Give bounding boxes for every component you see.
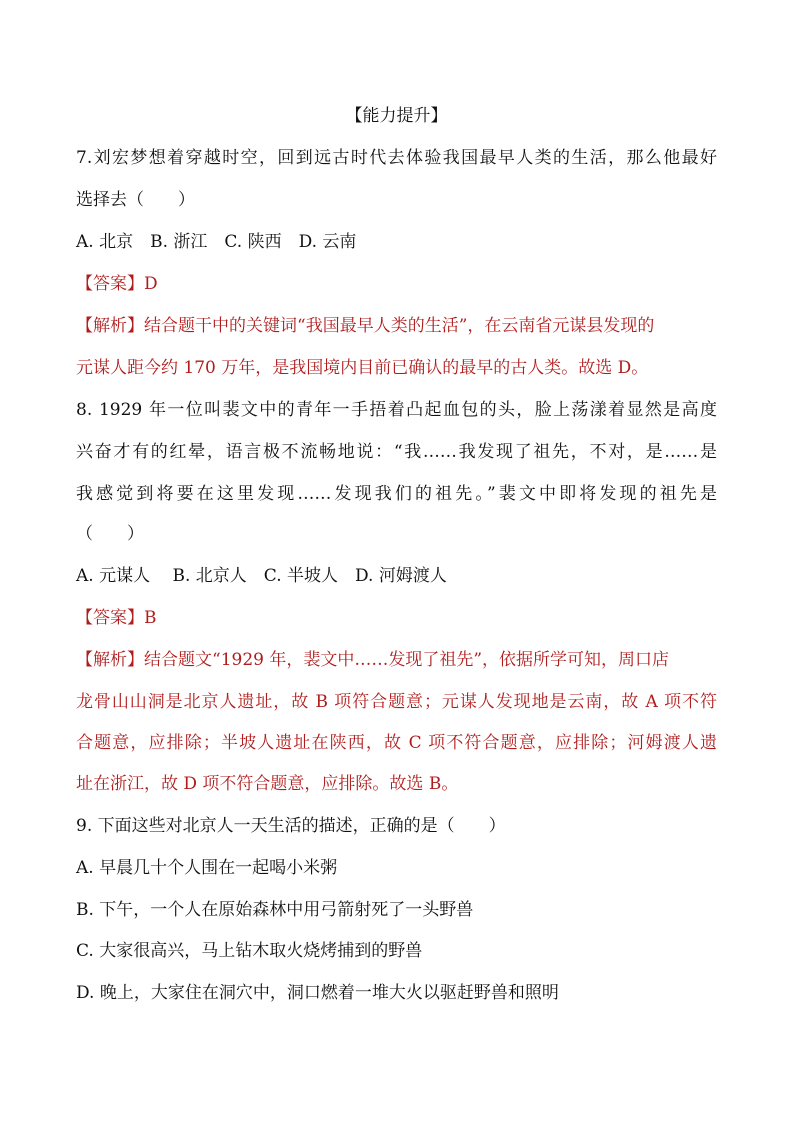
section-title: 【能力提升】 [345,106,448,126]
q9-option-d: D. 晚上，大家住在洞穴中，洞口燃着一堆大火以驱赶野兽和照明 [76,983,559,1003]
q8-analysis-line-3: 合题意，应排除；半坡人遗址在陕西，故 C 项不符合题意，应排除；河姆渡人遗 [76,733,717,753]
q8-analysis-line-2: 龙骨山山洞是北京人遗址，故 B 项符合题意；元谋人发现地是云南，故 A 项不符 [76,692,717,712]
q8-stem-line-4: （ ） [76,524,144,544]
q9-stem: 9. 下面这些对北京人一天生活的描述，正确的是（ ） [76,816,506,836]
q7-analysis-line-1 [76,314,717,338]
q7-analysis-tag: 【解析】 [76,316,144,336]
q7-options: A. 北京 B. 浙江 C. 陕西 D. 云南 [76,232,357,252]
q7-analysis-line-2: 元谋人距今约 170 万年，是我国境内目前已确认的最早的古人类。故选 D。 [76,358,649,378]
q7-answer [76,272,717,296]
q8-answer [76,606,717,630]
q8-options: A. 元谋人 B. 北京人 C. 半坡人 D. 河姆渡人 [76,566,447,586]
q8-stem-line-1: 8. 1929 年一位叫裴文中的青年一手捂着凸起血包的头，脸上荡漾着显然是高度 [76,400,717,420]
q8-answer-tag: 【答案】 [76,608,144,628]
q8-analysis-text-1: 结合题文“1929 年，裴文中……发现了祖先”，依据所学可知，周口店 [144,650,670,670]
q7-answer-tag: 【答案】 [76,274,144,294]
q8-stem-line-2: 兴奋才有的红晕，语言极不流畅地说：“我……我发现了祖先，不对，是……是 [76,442,717,462]
q8-analysis-line-4: 址在浙江，故 D 项不符合题意，应排除。故选 B。 [76,774,459,794]
q7-stem-line-1: 7.刘宏梦想着穿越时空，回到远古时代去体验我国最早人类的生活，那么他最好 [76,148,717,168]
q9-option-a: A. 早晨几十个人围在一起喝小米粥 [76,858,338,878]
q8-stem-line-3: 我感觉到将要在这里发现……发现我们的祖先。”裴文中即将发现的祖先是 [76,484,717,504]
q8-answer-value: B [144,608,157,628]
q8-analysis-tag: 【解析】 [76,650,144,670]
q9-option-c: C. 大家很高兴，马上钻木取火烧烤捕到的野兽 [76,941,423,961]
q7-answer-value: D [144,274,158,294]
q8-analysis-line-1 [76,648,717,672]
q7-analysis-text-1: 结合题干中的关键词“我国最早人类的生活”，在云南省元谋县发现的 [144,316,655,336]
q7-stem-line-2: 选择去（ ） [76,190,195,210]
q9-option-b: B. 下午，一个人在原始森林中用弓箭射死了一头野兽 [76,900,474,920]
